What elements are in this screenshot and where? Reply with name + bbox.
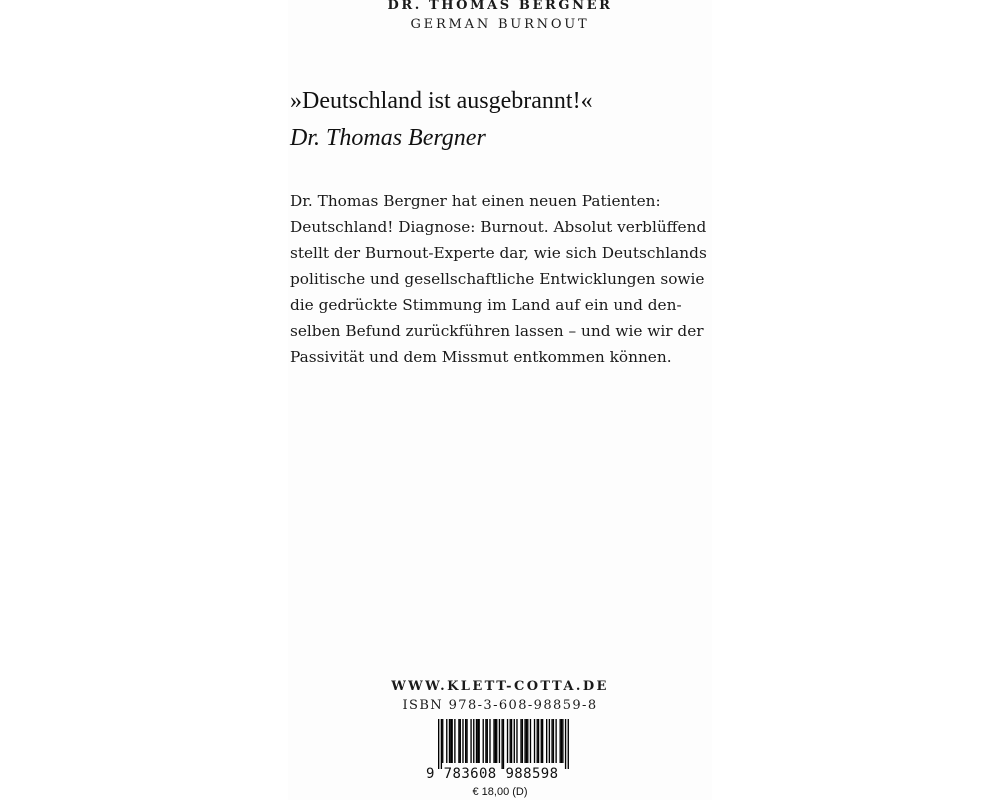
book-title-header: GERMAN BURNOUT [410, 17, 590, 32]
isbn-number: ISBN 978-3-608-98859-8 [402, 698, 598, 713]
blurb-line: Deutschland! Diagnose: Burnout. Absolut verblüffend [290, 218, 707, 236]
book-back-cover [288, 0, 712, 800]
price-label: € 18,00 (D) [472, 786, 528, 798]
blurb-line: die gedrückte Stimmung im Land auf ein und den- [290, 296, 682, 314]
blurb-line: stellt der Burnout-Experte dar, wie sich Deutschlands [290, 244, 707, 262]
author-header: DR. THOMAS BERGNER [387, 0, 613, 13]
blurb-line: Dr. Thomas Bergner hat einen neuen Patienten: [290, 192, 661, 210]
quote-text: »Deutschland ist ausgebrannt!« [290, 88, 593, 114]
publisher-website: WWW.KLETT-COTTA.DE [391, 679, 609, 694]
blurb-line: politische und gesellschaftliche Entwicklungen sowie [290, 270, 705, 288]
blurb-line: Passivität und dem Missmut entkommen können. [290, 348, 672, 366]
blurb-text [290, 188, 710, 370]
blurb-line: selben Befund zurückführen lassen – und wie wir der [290, 322, 704, 340]
barcode-bars-icon [426, 719, 574, 769]
quote-author: Dr. Thomas Bergner [290, 125, 486, 151]
barcode [426, 719, 574, 800]
barcode-digits: 9 783608 988598 [426, 766, 559, 782]
